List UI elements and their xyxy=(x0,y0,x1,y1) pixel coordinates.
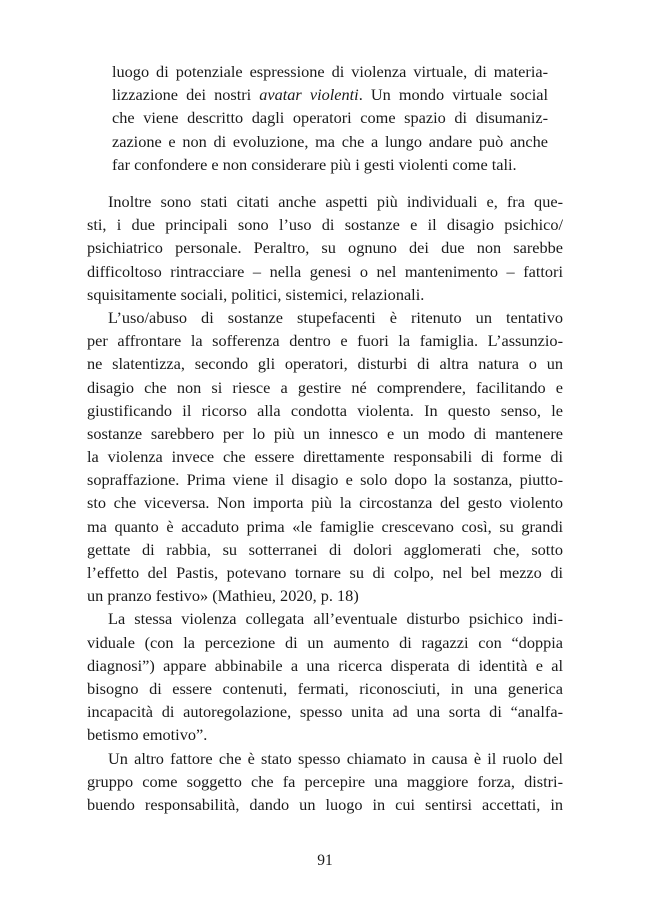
paragraph-3 xyxy=(87,607,563,746)
paragraph-line: sopraffazione. Prima viene il disagio e solo dopo la sostanza, piutto- xyxy=(87,470,563,490)
paragraph-line: buendo responsabilità, dando un luogo in cui sentirsi accettati, in xyxy=(87,794,563,814)
quote-italic-term: avatar violenti xyxy=(259,85,359,105)
paragraph-line: bisogno di essere contenuti, fermati, riconosciuti, in una generica xyxy=(87,678,563,698)
quote-line-4: zazione e non di evoluzione, ma che a lungo andare può anche xyxy=(112,131,548,151)
quote-line-2-end: . Un mondo virtuale social xyxy=(358,85,548,105)
paragraph-line: ne slatentizza, secondo gli operatori, disturbi di altra natura o un xyxy=(87,354,563,374)
body-text xyxy=(87,190,563,816)
paragraph-4 xyxy=(87,747,563,817)
quote-line-3: che viene descritto dagli operatori come spazio di disumaniz- xyxy=(112,108,548,128)
paragraph-1 xyxy=(87,190,563,306)
page-number: 91 xyxy=(317,852,333,869)
paragraph-line: sti, i due principali sono l’uso di sostanze e il disagio psichico/ xyxy=(87,215,563,235)
paragraph-line: betismo emotivo”. xyxy=(87,725,208,745)
paragraph-line: disagio che non si riesce a gestire né comprendere, facilitando e xyxy=(87,377,563,397)
paragraph-line: viduale (con la percezione di un aumento di ragazzi con “doppia xyxy=(87,632,563,652)
paragraph-line: La stessa violenza collegata all’eventuale disturbo psichico indi- xyxy=(108,609,563,629)
paragraph-line: un pranzo festivo» (Mathieu, 2020, p. 18) xyxy=(87,586,359,606)
paragraph-line: per affrontare la sofferenza dentro e fuori la famiglia. L’assunzio- xyxy=(87,331,563,351)
paragraph-line: difficoltoso rintracciare – nella genesi o nel mantenimento – fattori xyxy=(87,261,563,281)
paragraph-line: diagnosi”) appare abbinabile a una ricerca disperata di identità e al xyxy=(87,655,563,675)
paragraph-line: L’uso/abuso di sostanze stupefacenti è ritenuto un tentativo xyxy=(108,307,563,327)
paragraph-line: la violenza invece che essere direttamente responsabili di forme di xyxy=(87,447,563,467)
quote-line-2 xyxy=(112,83,548,106)
paragraph-line: ma quanto è accaduto prima «le famiglie crescevano così, su grandi xyxy=(87,516,563,536)
paragraph-line: psichiatrico personale. Peraltro, su ognuno dei due non sarebbe xyxy=(87,238,563,258)
paragraph-2 xyxy=(87,306,563,607)
paragraph-line: gruppo come soggetto che fa percepire una maggiore forza, distri- xyxy=(87,771,563,791)
quote-line-1: luogo di potenziale espressione di violenza virtuale, di materia- xyxy=(112,62,548,81)
paragraph-line: l’effetto del Pastis, potevano tornare su di colpo, nel bel mezzo di xyxy=(87,563,563,582)
paragraph-line: gettate di rabbia, su sotterranei di dolori agglomerati che, sotto xyxy=(87,539,563,559)
paragraph-line: squisitamente sociali, politici, sistemici, relazionali. xyxy=(87,284,425,304)
paragraph-line: incapacità di autoregolazione, spesso unita ad una sorta di “analfa- xyxy=(87,702,563,722)
paragraph-line: sostanze sarebbero per lo più un innesco e un modo di mantenere xyxy=(87,423,563,443)
quote-line-2-start: lizzazione dei nostri xyxy=(112,85,260,105)
block-quote xyxy=(112,60,548,176)
paragraph-line: Un altro fattore che è stato spesso chiamato in causa è il ruolo del xyxy=(108,748,563,768)
paragraph-line: giustificando il ricorso alla condotta violenta. In questo senso, le xyxy=(87,400,563,420)
paragraph-line: sto che viceversa. Non importa più la circostanza del gesto violento xyxy=(87,493,563,513)
paragraph-line: Inoltre sono stati citati anche aspetti più individuali e, fra que- xyxy=(108,192,563,211)
quote-line-5: far confondere e non considerare più i gesti violenti come tali. xyxy=(112,154,517,174)
